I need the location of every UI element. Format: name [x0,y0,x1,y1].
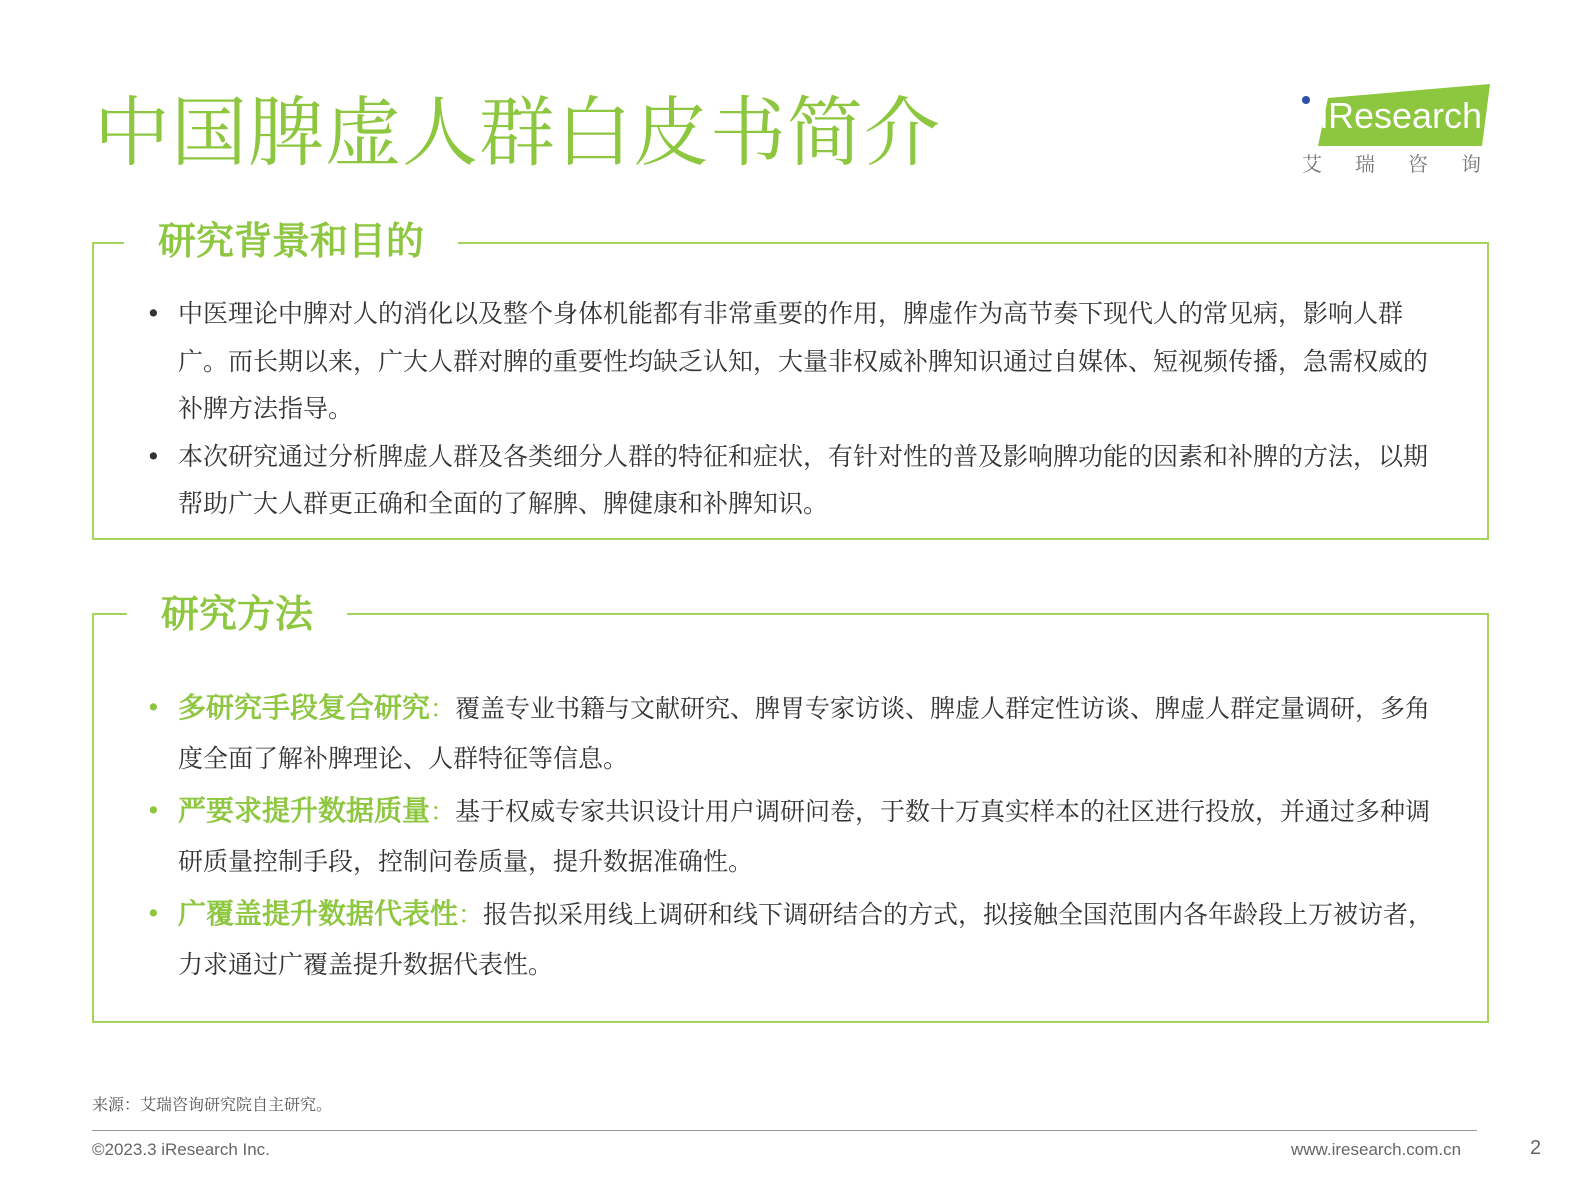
item-lead: 广覆盖提升数据代表性 [178,897,459,930]
background-list [144,290,1439,528]
item-lead: 严要求提升数据质量 [178,794,431,827]
bullet-icon: • [146,899,161,928]
footer-divider [92,1130,1477,1131]
iresearch-logo [1302,84,1514,180]
item-colon: ： [430,694,456,723]
item-colon: ： [430,797,456,826]
method-list [144,683,1439,992]
list-item [144,290,1439,433]
item-lead: 多研究手段复合研究 [178,691,431,724]
section-heading: 研究背景和目的 [124,216,458,266]
list-item [144,889,1439,990]
bullet-icon: • [146,693,161,722]
logo-brand-text: iResearch [1320,95,1483,136]
list-item [144,786,1439,887]
list-item [144,683,1439,784]
method-section [92,592,1489,1023]
list-item [144,433,1439,528]
list-item-text: 中医理论中脾对人的消化以及整个身体机能都有非常重要的作用，脾虚作为高节奏下现代人的常见病，影响人群广。而长期以来，广大人群对脾的重要性均缺乏认知，大量非权威补脾知识通过自媒体、短视频传播，急需权威的补脾方法指导。 [178,299,1429,423]
list-item-text: 本次研究通过分析脾虚人群及各类细分人群的特征和症状，有针对性的普及影响脾功能的因素和补脾的方法，以期帮助广大人群更正确和全面的了解脾、脾健康和补脾知识。 [178,441,1429,518]
copyright-text: ©2023.3 iResearch Inc. [92,1140,270,1159]
background-section [92,219,1489,540]
page-number: 2 [1530,1137,1542,1159]
item-colon: ： [458,900,484,929]
bullet-icon: • [146,299,161,328]
page-title: 中国脾虚人群白皮书简介 [94,88,941,177]
logo-dot-icon [1302,96,1310,104]
item-text: 覆盖专业书籍与文献研究、脾胃专家访谈、脾虚人群定性访谈、脾虚人群定量调研，多角度全面了解补脾理论、人群特征等信息。 [178,694,1431,773]
source-note: 来源：艾瑞咨询研究院自主研究。 [92,1095,333,1114]
website-link[interactable]: www.iresearch.com.cn [1291,1140,1462,1159]
logo-chinese-text: 艾瑞咨询 [1302,152,1514,176]
bullet-icon: • [146,796,161,825]
item-text: 报告拟采用线上调研和线下调研结合的方式，拟接触全国范围内各年龄段上万被访者，力求通过广覆盖提升数据代表性。 [178,900,1434,979]
item-text: 基于权威专家共识设计用户调研问卷，于数十万真实样本的社区进行投放，并通过多种调研质量控制手段，控制问卷质量，提升数据准确性。 [178,797,1431,876]
section-heading: 研究方法 [127,589,347,639]
bullet-icon: • [146,441,161,471]
